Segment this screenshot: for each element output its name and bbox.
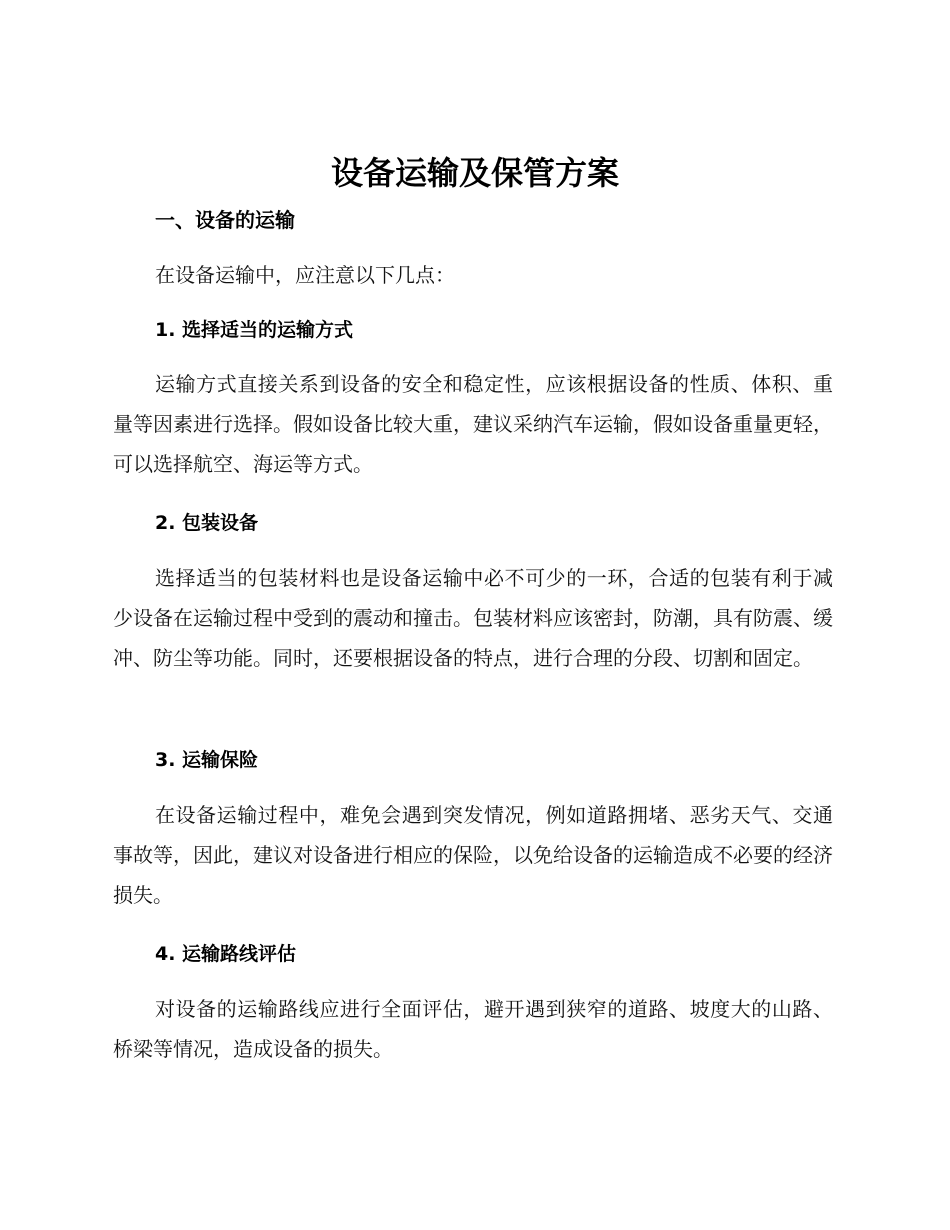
paragraph-insurance: 在设备运输过程中，难免会遇到突发情况，例如道路拥堵、恶劣天气、交通事故等，因此，建议对设备进行相应的保险，以免给设备的运输造成不必要的经济损失。 xyxy=(113,803,833,907)
paragraph-route-assessment: 对设备的运输路线应进行全面评估，避开遇到狭窄的道路、坡度大的山路、桥梁等情况，造成设备的损失。 xyxy=(113,997,833,1061)
subheading-transport-method: 1. 选择适当的运输方式 xyxy=(155,319,354,341)
section-heading: 一、设备的运输 xyxy=(155,208,295,232)
paragraph-packaging: 选择适当的包装材料也是设备运输中必不可少的一环，合适的包装有利于减少设备在运输过程中受到的震动和撞击。包装材料应该密封，防潮，具有防震、缓冲、防尘等功能。同时，还要根据设备的特点，进行合理的分段、切割和固定。 xyxy=(113,566,833,670)
intro-paragraph: 在设备运输中，应注意以下几点： xyxy=(155,263,455,287)
subheading-route-assessment: 4. 运输路线评估 xyxy=(155,943,297,965)
page-title: 设备运输及保管方案 xyxy=(330,154,619,192)
subheading-packaging: 2. 包装设备 xyxy=(155,512,259,534)
subheading-insurance: 3. 运输保险 xyxy=(155,749,259,771)
paragraph-transport-method: 运输方式直接关系到设备的安全和稳定性，应该根据设备的性质、体积、重量等因素进行选择。假如设备比较大重，建议采纳汽车运输，假如设备重量更轻，可以选择航空、海运等方式。 xyxy=(113,372,833,476)
